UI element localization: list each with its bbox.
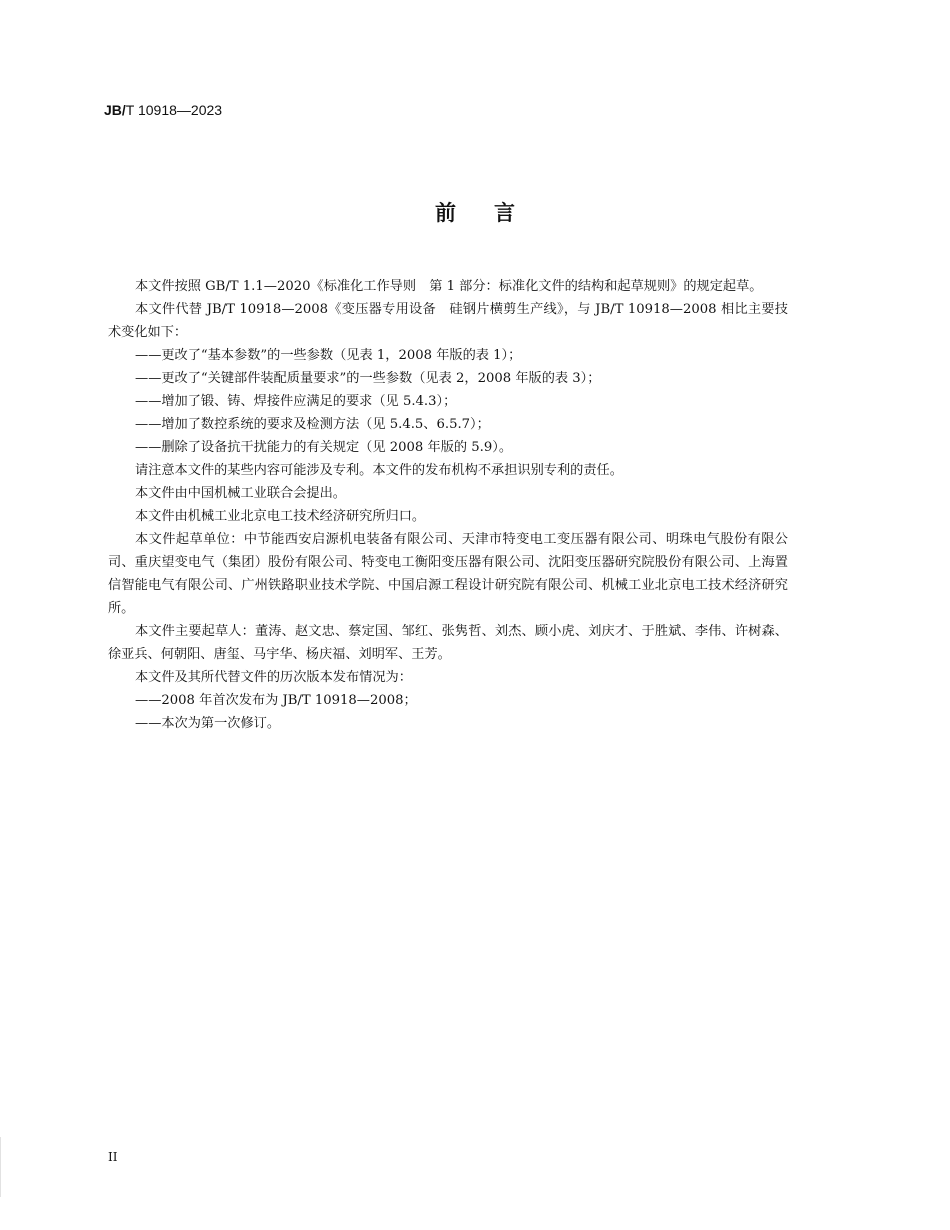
document-code-number: T 10918—2023 bbox=[125, 102, 223, 118]
history-item: ——本次为第一次修订。 bbox=[135, 716, 281, 731]
document-code-prefix: JB/ bbox=[104, 102, 126, 118]
paragraph-proposer: 本文件由中国机械工业联合会提出。 bbox=[135, 486, 346, 501]
history-item: ——2008 年首次发布为 JB/T 10918—2008； bbox=[135, 693, 417, 708]
change-item: ——更改了“关键部件装配质量要求”的一些参数（见表 2，2008 年版的表 3）； bbox=[135, 371, 601, 386]
change-item: ——增加了锻、铸、焊接件应满足的要求（见 5.4.3）； bbox=[135, 394, 457, 409]
document-code bbox=[104, 101, 222, 119]
page-edge-divider bbox=[0, 1137, 1, 1197]
paragraph-drafters: 本文件主要起草人：董涛、赵文忠、蔡定国、邹红、张隽哲、刘杰、顾小虎、刘庆才、于胜斌、李伟、许树森、徐亚兵、何朝阳、唐玺、马宇华、杨庆福、刘明军、王芳。 bbox=[108, 624, 788, 662]
page-title: 前言 bbox=[435, 201, 553, 225]
paragraph-patent-notice: 请注意本文件的某些内容可能涉及专利。本文件的发布机构不承担识别专利的责任。 bbox=[135, 463, 623, 478]
page-number: II bbox=[108, 1150, 118, 1164]
change-item: ——增加了数控系统的要求及检测方法（见 5.4.5、6.5.7）； bbox=[135, 417, 490, 432]
paragraph-administrator: 本文件由机械工业北京电工技术经济研究所归口。 bbox=[135, 509, 426, 524]
foreword-body bbox=[108, 275, 788, 735]
paragraph-replacement: 本文件代替 JB/T 10918—2008《变压器专用设备 硅钢片横剪生产线》，与 JB/T 10918—2008 相比主要技术变化如下： bbox=[108, 302, 788, 340]
change-item: ——删除了设备抗干扰能力的有关规定（见 2008 年版的 5.9）。 bbox=[135, 440, 513, 455]
paragraph-drafting-units: 本文件起草单位：中节能西安启源机电装备有限公司、天津市特变电工变压器有限公司、明珠电气股份有限公司、重庆望变电气（集团）股份有限公司、特变电工衡阳变压器有限公司、沈阳变压器研究院股份有限公司、上海置信智能电气有限公司、广州铁路职业技术学院、中国启源工程设计研究院有限公司、机械工业北京电工技术经济研究所。 bbox=[108, 532, 788, 616]
paragraph-drafting-rules: 本文件按照 GB/T 1.1—2020《标准化工作导则 第 1 部分：标准化文件的结构和起草规则》的规定起草。 bbox=[135, 279, 763, 294]
paragraph-history-intro: 本文件及其所代替文件的历次版本发布情况为： bbox=[135, 670, 412, 685]
change-item: ——更改了“基本参数”的一些参数（见表 1，2008 年版的表 1）； bbox=[135, 348, 522, 363]
